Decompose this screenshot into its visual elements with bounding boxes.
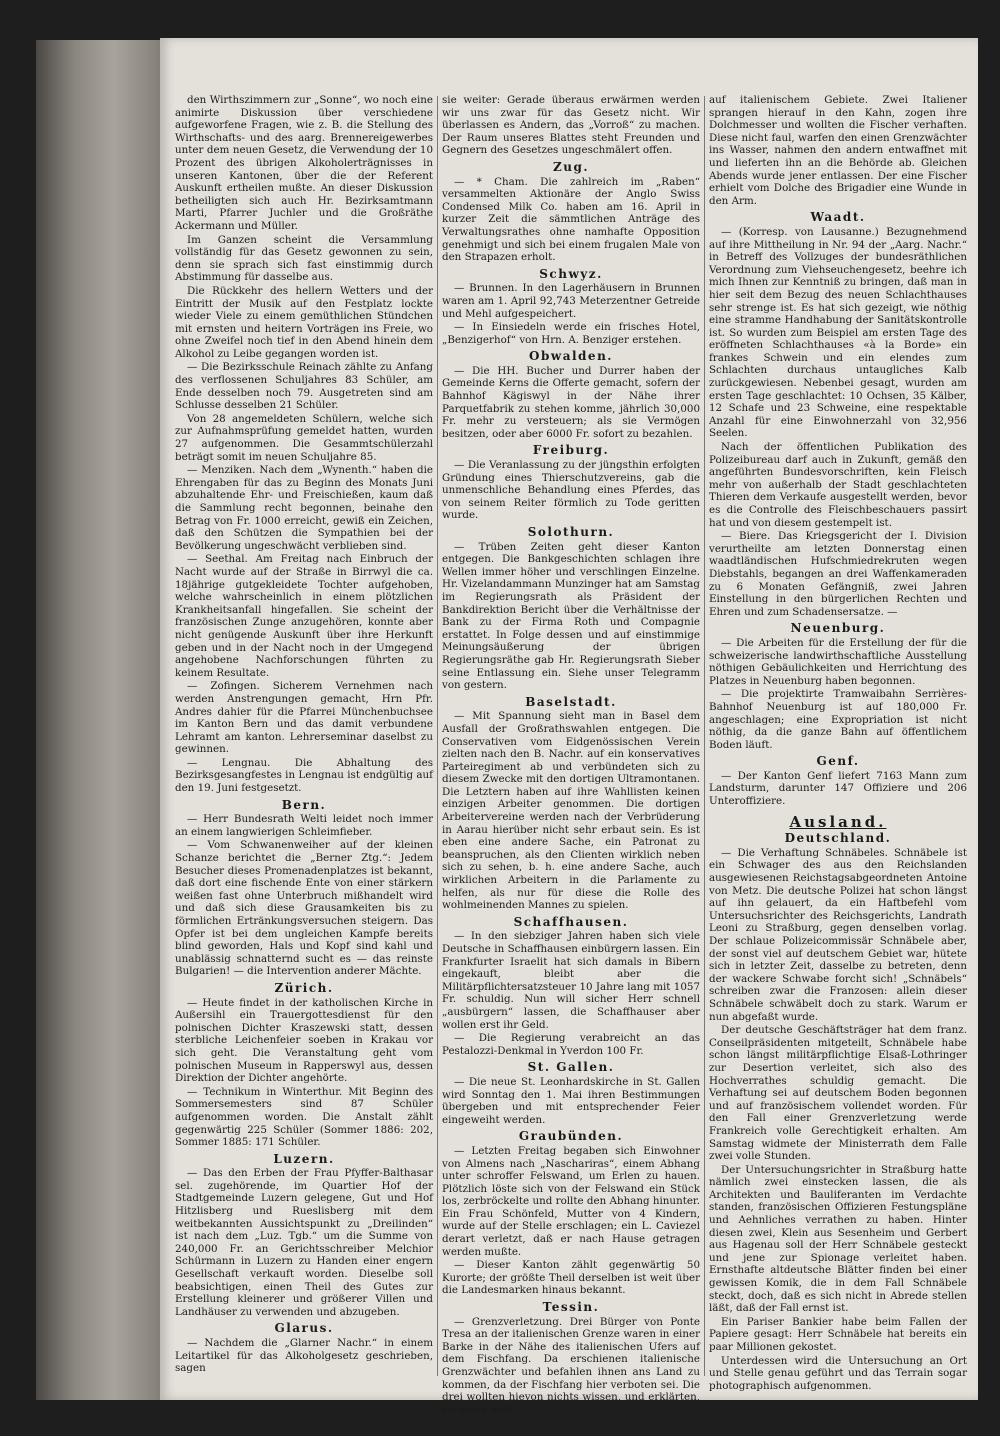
article-paragraph: — Letzten Freitag begaben sich Einwohner von Almens nach „Naschariras“, einem Abhang unter schroffer Felswand, um Erlen zu hauen. Plötzlich löste sich von der Felswand ein Stück los, zerbröckelte und rollte den Abhang hinunter. Ein Frau Schönfeld, Mutter von 4 Kindern, wurde auf der Stelle erschlagen; ein L. Caviezel derart verletzt, daß er nach Hause getragen werden mußte. [442, 1144, 700, 1258]
article-paragraph: — (Korresp. von Lausanne.) Bezugnehmend auf ihre Mittheilung in Nr. 94 der „Aarg. Nachr.“ in Betreff des Vollzuges der bundesräthlichen Verordnung zum Viehseuchengesetz, beehre ich mich Ihnen zur Kenntniß zu bringen, daß man in hier seit dem Bezug des neuen Schlachthauses sehr strenge ist. Es hat sich gezeigt, wie nöthig eine stramme Handhabung der Sanitätskontrolle ist. So wurden zum Beispiel am ersten Tage des eröffneten Schlachthauses «à la Borde» ein frankes Schwein und ein elendes zum Schlachten durchaus untaugliches Kalb zurückgewiesen. Nebenbei gesagt, wurden am ersten Tage geschlachtet: 10 Ochsen, 35 Kälber, 12 Schafe und 23 Schweine, eine respektable Anzahl für eine Einwohnerzahl von 32,956 Seelen. [709, 225, 967, 440]
section-heading: Schwyz. [539, 266, 603, 281]
article-paragraph: — Die HH. Bucher und Durrer haben der Gemeinde Kerns die Offerte gemacht, sofern der Bahnhof Kägiswyl in der Nähe ihrer Parquetfabrik zu stehen komme, jährlich 30,000 Fr. mehr zu versteuern; als sie Vermögen besitzen, oder aber 6000 Fr. sofort zu bezahlen. [442, 364, 700, 440]
article-paragraph: — Nachdem die „Glarner Nachr.“ in einem Leitartikel für das Alkoholgesetz geschrieben, sagen [175, 1337, 433, 1375]
section-heading: Schaffhausen. [513, 914, 629, 929]
article-paragraph: — Die Regierung verabreicht an das Pestalozzi-Denkmal in Yverdon 100 Fr. [442, 1032, 700, 1057]
section-heading: St. Gallen. [527, 1060, 615, 1075]
article-paragraph: Die Rückkehr des hellern Wetters und der Eintritt der Musik auf den Festplatz lockte wieder Viele zu einem gemüthlichen Stündchen mit ernsten und heitern Vorträgen ins Freie, wo ohne Zweifel noch tief in den Abend hinein dem Alkohol zu Leibe gegangen worden ist. [175, 284, 433, 360]
column-1 [175, 94, 433, 1376]
section-heading: Luzern. [273, 1151, 335, 1166]
column-3 [709, 94, 967, 1393]
section-heading: Zug. [552, 159, 590, 174]
article-paragraph: — Grenzverletzung. Drei Bürger von Ponte Tresa an der italienischen Grenze waren in einer Barke in der Nähe des italienischen Ufers auf dem Fischfang. Da erschienen italienische Grenzwächter und befahlen ihnen ans Land zu kommen, da der Fischfang hier verboten sei. Die drei wollten hievon nichts wissen, und erklärten, sie seien nicht [442, 1315, 700, 1416]
article-paragraph: Der Untersuchungsrichter in Straßburg hatte nämlich zwei einstecken lassen, die als Architekten und Bauliferanten im Verdachte standen, französischen Offizieren Festungspläne und Aehnliches verrathen zu haben. Hinter diesen zwei, Klein aus Sesenheim und Gerbert aus Hagenau soll der Herr Schnäbele gesteckt und jene zur Spionage verleitet haben. Ernsthafte altdeutsche Blätter finden bei einer gewissen Komik, die in dem Fall Schnäbele steckt, doch, daß es sich nicht in Abrede stellen läßt, daß der Fall ernst ist. [709, 1163, 967, 1315]
section-heading: Solothurn. [527, 525, 615, 539]
article-paragraph: — In den siebziger Jahren haben sich viele Deutsche in Schaffhausen einbürgern lassen. Ein Frankfurter Israelit hat sich damals in Bibern eingekauft, bleibt aber die Militärpflichtersatzsteuer 10 Jahre lang mit 1057 Fr. schuldig. Nun will sicher Herr schnell „ausbürgern“ lassen, die Schaffhauser aber wollen erst ihr Geld. [442, 930, 700, 1031]
article-paragraph: — Menziken. Nach dem „Wynenth.“ haben die Ehrengaben für das zu Beginn des Monats Juni abzuhaltende Ehr- und Freischießen, kaum daß die Sammlung recht begonnen, beinahe den Betrag von Fr. 1000 erreicht, gewiß ein Zeichen, daß den Schützen die Sympathien bei der Bevölkerung ungeschwächt verblieben sind. [175, 464, 433, 552]
section-heading: Graubünden. [518, 1129, 624, 1144]
article-paragraph: den Wirthszimmern zur „Sonne“, wo noch eine animirte Diskussion über verschiedene aufgeworfene Fragen, wie z. B. die Stellung des Wirthschafts- und des aarg. Brennereigewerbes unter dem neuen Gesetz, die Verwendung der 10 Prozent des übrigen Alkoholerträgnisses in unseren Kantonen, über die der Referent Auskunft ertheilen mußte. An dieser Diskussion betheiligten sich auch Hr. Bezirksamtmann Marti, Pfarrer Juchler und die Großräthe Ackermann und Müller. [175, 94, 433, 232]
section-heading: Obwalden. [529, 349, 613, 364]
article-paragraph: — * Cham. Die zahlreich im „Raben“ versammelten Aktionäre der Anglo Swiss Condensed Milk Co. haben am 16. April in kurzer Zeit die sämmtlichen Anträge des Verwaltungsrathes ohne namhafte Opposition genehmigt und sich bei einem frugalen Male von den Strapazen erholt. [442, 175, 700, 264]
section-heading: Tessin. [542, 1300, 600, 1315]
article-paragraph: — Die Verhaftung Schnäbeles. Schnäbele ist ein Schwager des aus den Reichslanden ausgewiesenen Reichstagsabgeordneten Antoine von Metz. Die deutsche Polizei hat schon längst auf ihn gelauert, da ein Haftbefehl vom Untersuchsrichter des Reichsgerichts, Landrath Leoni zu Straßburg, gegen denselben vorlag. Der schlaue Polizeicommissär Schnäbele aber, der sonst viel auf deutschem Gebiet war, hütete sich in letzter Zeit, dasselbe zu betreten, denn der wackere Schwabe forcht sich! „Schnäbels“ schreiben zwar die Franzosen: allein dieser Schnäbele schwäbelt doch zu stark. Warum er nun abgefaßt wurde. [709, 846, 967, 1023]
book-binding [36, 40, 166, 1400]
column-rule [704, 96, 705, 1376]
newspaper-page [160, 38, 978, 1416]
article-paragraph: Der deutsche Geschäftsträger hat dem franz. Conseilpräsidenten mitgeteilt, Schnäbele habe schon längst militärpflichtige Elsaß-Lothringer zur Desertion verleitet, sich also des Hochverrathes schuldig gemacht. Die Verhaftung sei auf deutschem Boden begonnen und auf französischem vollendet worden. Für den Fall einer Grenzverletzung werde Frankreich volle Gerechtigkeit erhalten. Am Samstag widmete der Ministerrath dem Falle zwei volle Stunden. [709, 1024, 967, 1163]
section-heading: Waadt. [810, 210, 866, 225]
article-paragraph: — Trüben Zeiten geht dieser Kanton entgegen. Die Bankgeschichten schlagen ihre Wellen immer höher und verschlingen Einzelne. Hr. Vizelandammann Munzinger hat am Samstag im Regierungsrath als Präsident der Bankdirektion Bericht über die Verhältnisse der Bank zu der Firma Roth und Compagnie erstattet. In Folge dessen und auf einstimmige Meinungsäußerung der übrigen Regierungsräthe gab Hr. Regierungsrath Sieber seine Entlassung ein. Siehe unser Telegramm von gestern. [442, 540, 700, 692]
article-paragraph: — Technikum in Winterthur. Mit Beginn des Sommersemesters sind 87 Schüler aufgenommen worden. Die Anstalt zählt gegenwärtig 225 Schüler (Sommer 1886: 202, Sommer 1885: 171 Schüler. [175, 1085, 433, 1149]
section-heading: Baselstadt. [525, 694, 617, 709]
article-paragraph: — Die Arbeiten für die Erstellung der für die schweizerische landwirthschaftliche Ausstellung nöthigen Gebäulichkeiten und Herrichtung des Platzes in Neuenburg haben begonnen. [709, 636, 967, 687]
article-paragraph: auf italienischem Gebiete. Zwei Italiener sprangen hierauf in den Kahn, zogen ihre Dolchmesser und wollten die Fischer verhaften. Diese nicht faul, warfen den einen Grenzwächter ins Wasser, nahmen den andern entwaffnet mit und lieferten ihn an die Behörde ab. Gleichen Abends wurde jener entlassen. Der eine Fischer erhielt vom Dolche des Brigadier eine Wunde in den Arm. [709, 94, 967, 207]
article-paragraph: Ein Pariser Bankier habe beim Fallen der Papiere gesagt: Herr Schnäbele hat bereits ein paar Millionen gekostet. [709, 1315, 967, 1353]
column-2 [442, 94, 700, 1417]
main-heading: Ausland. [789, 812, 887, 831]
article-paragraph: — Mit Spannung sieht man in Basel dem Ausfall der Großrathswahlen entgegen. Die Conservativen vom Eidgenössischen Verein zielten nach den B. Nachr. auf ein konservatives Parteiregiment ab und verbündeten sich zu diesem Zwecke mit den dortigen Ultramontanen. Die Letztern haben auf ihre Wahllisten keinen einzigen Arbeiter genommen. Die dortigen Arbeitervereine werden nach der Verbrüderung in Aarau hierüber nicht sehr erbaut sein. Es ist eben eine andere Sache, ein Patronat zu beanspruchen, als den Clienten wirklich neben sich zu sehen, b. h. eine andere Sache, auch wirklichen Arbeitern in die Parlamente zu helfen, als nur für diese die Rolle des wohlmeinenden Mannes zu spielen. [442, 710, 700, 912]
section-heading: Glarus. [274, 1321, 334, 1336]
article-paragraph: — Zofingen. Sicherem Vernehmen nach werden Anstrengungen gemacht, Hrn Pfr. Andres dahier für die Pfarrei Münchenbuchsee im Kanton Bern und das damit verbundene Lehramt am kanton. Lehrerseminar daselbst zu gewinnen. [175, 680, 433, 756]
article-paragraph: — In Einsiedeln werde ein frisches Hotel, „Benzigerhof“ von Hrn. A. Benziger erstehen. [442, 321, 700, 346]
article-paragraph: — Die Veranlassung zu der jüngsthin erfolgten Gründung eines Thierschutzvereins, gab die unmenschliche Behandlung eines Pferdes, das von seinem Reiter förmlich zu Tode geritten wurde. [442, 459, 700, 522]
article-paragraph: Nach der öffentlichen Publikation des Polizeibureau darf auch in Zukunft, gemäß den angeführten Bundesvorschriften, kein Fleisch mehr von außerhalb der Stadt geschlachteten Thieren dem Verkaufe ausgestellt werden, bevor es die Controlle des Fleischbeschauers passirt hat und von diesem gestempelt ist. [709, 441, 967, 529]
article-paragraph: — Lengnau. Die Abhaltung des Bezirksgesangfestes in Lengnau ist endgültig auf den 19. Juni festgesetzt. [175, 756, 433, 795]
article-paragraph: — Seethal. Am Freitag nach Einbruch der Nacht wurde auf der Straße in Birrwyl die ca. 18jährige gutgekleidete Tochter aufgehoben, welche wahrscheinlich in einem plötzlichen Krankheitsanfall hingefallen. Sie scheint der französischen Zunge anzugehören, konnte aber nicht genügende Auskunft über ihre Herkunft geben und in der Nacht noch in der Umgegend angehobene Nachforschungen führten zu keinem Resultate. [175, 553, 433, 679]
article-paragraph: — Der Kanton Genf liefert 7163 Mann zum Landsturm, darunter 147 Offiziere und 206 Unteroffiziere. [709, 769, 967, 808]
article-paragraph: — Dieser Kanton zählt gegenwärtig 50 Kurorte; der größte Theil derselben ist weit über die Landesmarken hinaus bekannt. [442, 1259, 700, 1297]
column-rule [437, 96, 438, 1376]
article-paragraph: Von 28 angemeldeten Schülern, welche sich zur Aufnahmsprüfung gemeldet hatten, wurden 27 aufgenommen. Die Gesammtschülerzahl beträgt somit im neuen Schuljahre 85. [175, 412, 433, 463]
article-paragraph: — Heute findet in der katholischen Kirche in Außersihl ein Trauergottesdienst für den polnischen Dichter Kraszewski statt, dessen sterbliche Leichenfeier soeben in Krakau vor sich geht. Die Veranstaltung geht vom polnischen Museum in Rapperswyl aus, dessen Direktion der Dichter angehörte. [175, 996, 433, 1085]
article-paragraph: — Biere. Das Kriegsgericht der I. Division verurtheilte am letzten Donnerstag einen waadtländischen Hufschmiedrekruten wegen Diebstahls, begangen an drei Waffenkameraden zu 6 Monaten Gefängniß, zwei Jahren Einstellung in den bürgerlichen Rechten und Ehren und zum Schadensersatze. — [709, 530, 967, 618]
article-paragraph: — Brunnen. In den Lagerhäusern in Brunnen waren am 1. April 92,743 Meterzentner Getreide und Mehl aufgespeichert. [442, 282, 700, 320]
article-paragraph: sie weiter: Gerade überaus erwärmen werden wir uns zwar für das Gesetz nicht. Wir überlassen es Andern, das „Vorroß“ zu machen. Der Raum unseres Blattes steht Freunden und Gegnern des Gesetzes ungeschmälert offen. [442, 94, 700, 157]
section-heading: Neuenburg. [790, 621, 886, 636]
article-paragraph: Unterdessen wird die Untersuchung an Ort und Stelle genau geführt und das Terrain sogar photographisch aufgenommen. [709, 1354, 967, 1392]
article-paragraph: — Vom Schwanenweiher auf der kleinen Schanze berichtet die „Berner Ztg.“: Jedem Besucher dieses Promenadenplatzes ist bekannt, daß dort eine fischende Ente von einer stärkern weißen fast ohne Unterbruch mißhandelt wird und daß sich diese Grausamkeiten bis zu förmlichen Ertränkungsversuchen steigern. Das Opfer ist bei dem ungleichen Kampfe bereits blind geworden, Hals und Kopf sind kahl und unablässig schnatternd sucht es — das reinste Bulgarien! — die Intervention anderer Mächte. [175, 839, 433, 978]
section-heading: Deutschland. [784, 831, 892, 846]
section-heading: Zürich. [274, 980, 334, 995]
section-heading: Freiburg. [532, 443, 610, 458]
article-paragraph: — Die neue St. Leonhardskirche in St. Gallen wird Sonntag den 1. Mai ihren Bestimmungen übergeben und mit entsprechender Feier eingeweiht werden. [442, 1075, 700, 1126]
article-paragraph: — Herr Bundesrath Welti leidet noch immer an einem langwierigen Schleimfieber. [175, 813, 433, 838]
section-heading: Genf. [816, 754, 860, 769]
article-paragraph: — Das den Erben der Frau Pfyffer-Balthasar sel. zugehörende, im Quartier Hof der Stadtgemeinde Luzern gelegene, Gut und Hof Hitzlisberg und Rueslisberg mit dem weitbekannten Aussichtspunkt zu „Dreilinden“ ist nach dem „Luz. Tgb.“ um die Summe von 240,000 Fr. an Gerichtsschreiber Melchior Schürmann in Luzern zu Handen einer engern Gesellschaft verkauft worden. Dieselbe soll beabsichtigen, einen Theil des Gutes zur Erstellung kleinerer und größerer Villen und Landhäuser zu verwenden und abzugeben. [175, 1167, 433, 1318]
article-paragraph: Im Ganzen scheint die Versammlung vollständig für das Gesetz gewonnen zu sein, denn sie sprach sich fast einstimmig durch Abstimmung für dasselbe aus. [175, 233, 433, 284]
article-paragraph: — Die projektirte Tramwaibahn Serrières-Bahnhof Neuenburg ist auf 180,000 Fr. angeschlagen; eine Expropriation ist nicht nöthig, da die ganze Bahn auf öffentlichem Boden läuft. [709, 688, 967, 751]
section-heading: Bern. [281, 797, 327, 812]
article-paragraph: — Die Bezirksschule Reinach zählte zu Anfang des verflossenen Schuljahres 83 Schüler, am Ende desselben noch 79. Ausgetreten sind am Schlusse desselben 21 Schüler. [175, 361, 433, 412]
